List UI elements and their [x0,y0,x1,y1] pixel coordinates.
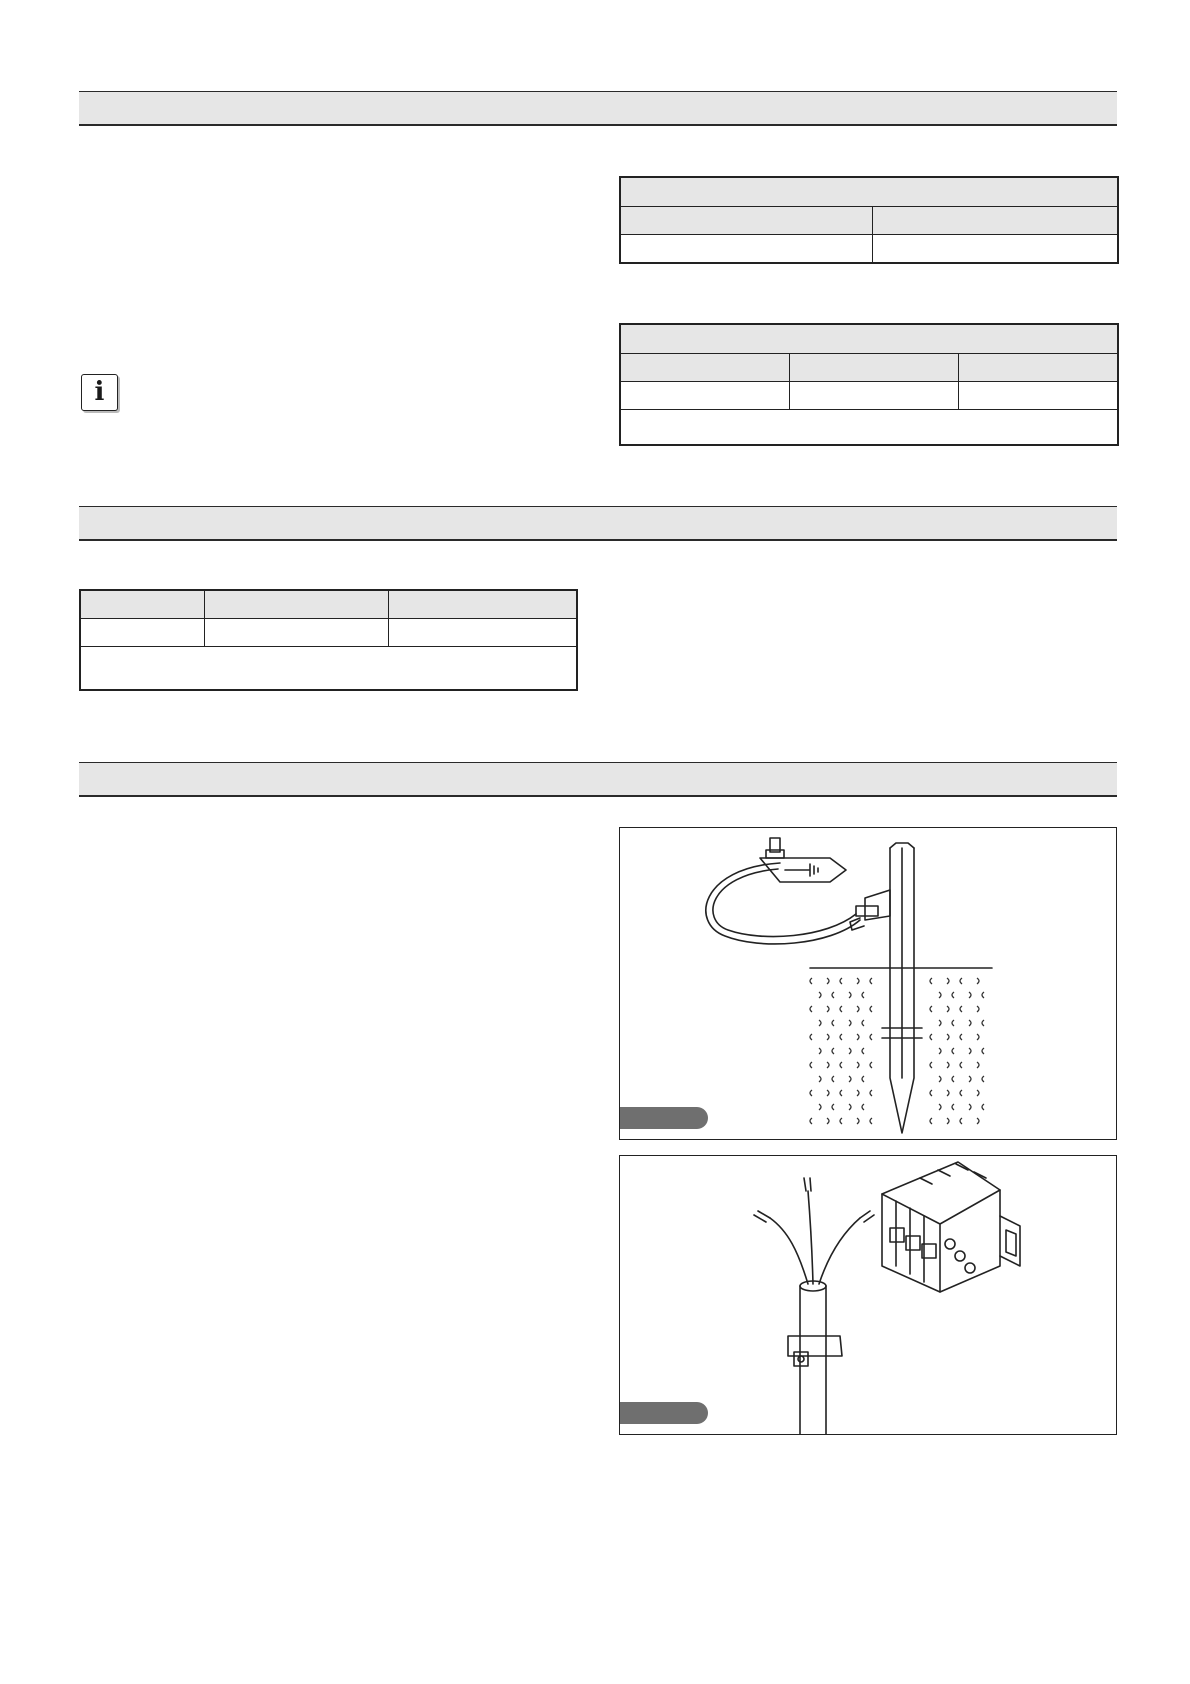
soil-mark [857,1118,859,1124]
soil-mark [857,1034,859,1040]
table-a-cell [620,235,872,264]
soil-mark [862,992,864,998]
section-header-1 [79,91,1117,126]
soil-mark [840,1062,842,1068]
soil-mark [827,1034,829,1040]
soil-mark [947,1118,949,1124]
table-b-cell [620,382,789,410]
soil-mark [832,992,834,998]
soil-mark [960,1034,962,1040]
grounding-rod-illustration [620,828,1117,1140]
soil-mark [977,1062,979,1068]
table-c-header-cell [204,590,388,619]
soil-mark [939,1104,941,1110]
soil-mark [857,978,859,984]
soil-mark [810,1006,812,1012]
soil-mark [930,978,932,984]
soil-mark [849,1048,851,1054]
soil-mark [840,978,842,984]
section-header-2 [79,506,1117,541]
table-b-cell [958,382,1118,410]
soil-mark [857,1006,859,1012]
soil-mark [819,1048,821,1054]
table-b-title [620,324,1118,354]
soil-mark [840,1090,842,1096]
soil-mark [969,1020,971,1026]
cable-terminal-illustration [620,1156,1117,1435]
soil-mark [952,1104,954,1110]
soil-mark [939,1048,941,1054]
soil-mark [832,1020,834,1026]
soil-mark [977,1006,979,1012]
soil-mark [939,992,941,998]
soil-mark [947,978,949,984]
figure-tag [620,1107,708,1129]
soil-mark [960,1090,962,1096]
soil-mark [960,1118,962,1124]
table-b-note [620,410,1118,446]
soil-mark [827,1090,829,1096]
soil-mark [870,978,872,984]
soil-mark [960,978,962,984]
soil-mark [862,1076,864,1082]
soil-mark [840,1034,842,1040]
soil-mark [849,1020,851,1026]
soil-mark [977,1118,979,1124]
table-b-cell [789,382,958,410]
soil-mark [952,1076,954,1082]
soil-mark [960,1062,962,1068]
table-b-header-cell [620,354,789,382]
soil-mark [870,1034,872,1040]
soil-mark [827,978,829,984]
soil-mark [862,1048,864,1054]
spec-table-b [619,323,1119,446]
soil-mark [857,1090,859,1096]
soil-mark [827,1006,829,1012]
soil-mark [819,1104,821,1110]
soil-mark [819,1076,821,1082]
info-icon: i [81,374,118,411]
soil-mark [969,1076,971,1082]
soil-mark [810,978,812,984]
soil-mark [977,1090,979,1096]
soil-mark [930,1034,932,1040]
soil-mark [827,1118,829,1124]
table-a-cell [872,235,1118,264]
soil-mark [969,992,971,998]
soil-mark [982,1104,984,1110]
soil-mark [810,1062,812,1068]
table-c-header-cell [388,590,577,619]
table-a-title [620,177,1118,207]
soil-mark [849,1076,851,1082]
soil-mark [982,1048,984,1054]
figure-grounding [619,827,1117,1140]
soil-mark [952,992,954,998]
soil-mark [939,1020,941,1026]
spec-table-c [79,589,578,691]
soil-mark [849,992,851,998]
soil-mark [810,1034,812,1040]
soil-mark [840,1118,842,1124]
soil-mark [977,1034,979,1040]
soil-mark [969,1104,971,1110]
soil-mark [982,1076,984,1082]
soil-mark [862,1104,864,1110]
soil-mark [832,1076,834,1082]
soil-mark [960,1006,962,1012]
soil-mark [930,1090,932,1096]
soil-mark [982,1020,984,1026]
soil-mark [969,1048,971,1054]
soil-mark [870,1090,872,1096]
soil-mark [952,1020,954,1026]
soil-mark [832,1048,834,1054]
soil-mark [819,1020,821,1026]
section-header-3 [79,762,1117,797]
figure-tag [620,1402,708,1424]
soil-mark [870,1062,872,1068]
soil-mark [810,1090,812,1096]
soil-mark [870,1118,872,1124]
spec-table-a [619,176,1119,264]
table-c-header-cell [80,590,204,619]
soil-mark [930,1006,932,1012]
table-b-header-cell [789,354,958,382]
soil-mark [870,1006,872,1012]
soil-mark [947,1034,949,1040]
table-c-cell [80,619,204,647]
soil-mark [827,1062,829,1068]
soil-mark [862,1020,864,1026]
soil-mark [939,1076,941,1082]
soil-mark [947,1090,949,1096]
soil-mark [810,1118,812,1124]
table-b-header-cell [958,354,1118,382]
soil-mark [952,1048,954,1054]
soil-mark [982,992,984,998]
soil-mark [849,1104,851,1110]
table-a-header-cell [620,207,872,235]
figure-terminal [619,1155,1117,1435]
soil-mark [819,992,821,998]
table-c-cell [204,619,388,647]
soil-mark [857,1062,859,1068]
soil-mark [947,1006,949,1012]
soil-mark [832,1104,834,1110]
table-a-header-cell [872,207,1118,235]
soil-mark [977,978,979,984]
soil-mark [930,1118,932,1124]
soil-mark [947,1062,949,1068]
soil-mark [840,1006,842,1012]
table-c-note [80,647,577,691]
soil-mark [930,1062,932,1068]
table-c-cell [388,619,577,647]
